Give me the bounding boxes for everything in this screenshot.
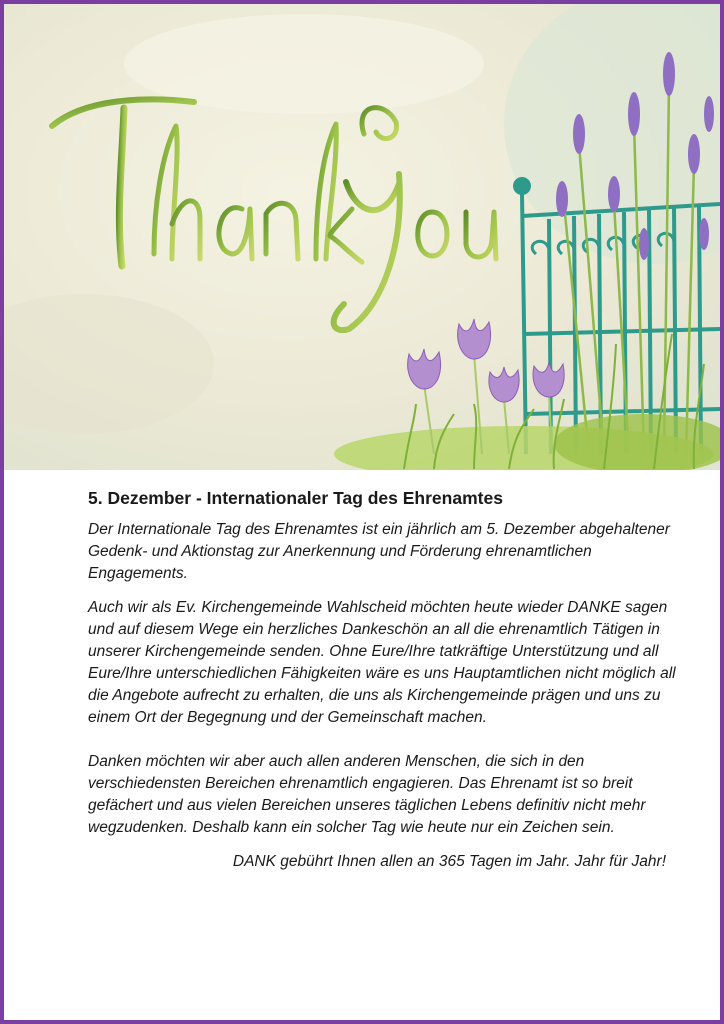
everyone-paragraph: Danken möchten wir aber auch allen anderen Menschen, die sich in den verschiedensten Bereichen ehrenamtlich engagieren. Das Ehrenamt ist so breit gefächert und aus vielen Bereichen unseres täglichen Lebens definitiv nicht mehr wegzudenken. Deshalb kann ein solcher Tag wie heute nur ein Zeichen sein. [88, 753, 646, 836]
thank-you-illustration [4, 4, 720, 470]
article [88, 488, 688, 873]
article-title: 5. Dezember - Internationaler Tag des Ehrenamtes [88, 488, 503, 508]
thanks-paragraph: Auch wir als Ev. Kirchengemeinde Wahlscheid möchten heute wieder DANKE sagen und auf diesem Wege ein herzliches Dankeschön an all die ehrenamtlich Tätigen in unserer Kirchengemeinde senden. Ohne Eure/Ihre tatkräftige Unterstützung und all Eure/Ihre unterschiedlichen Fähigkeiten wäre es uns Hauptamtlichen nicht möglich all die Angebote aufrecht zu erhalten, die uns als Kirchengemeinde prägen und uns zu einem Ort der Begegnung und der Gemeinschaft machen. [88, 599, 676, 726]
closing-line: DANK gebührt Ihnen allen an 365 Tagen im Jahr. Jahr für Jahr! [232, 853, 666, 870]
intro-paragraph: Der Internationale Tag des Ehrenamtes ist ein jährlich am 5. Dezember abgehaltener Gedenk- und Aktionstag zur Anerkennung und Förderung ehrenamtlichen Engagements. [88, 521, 670, 582]
